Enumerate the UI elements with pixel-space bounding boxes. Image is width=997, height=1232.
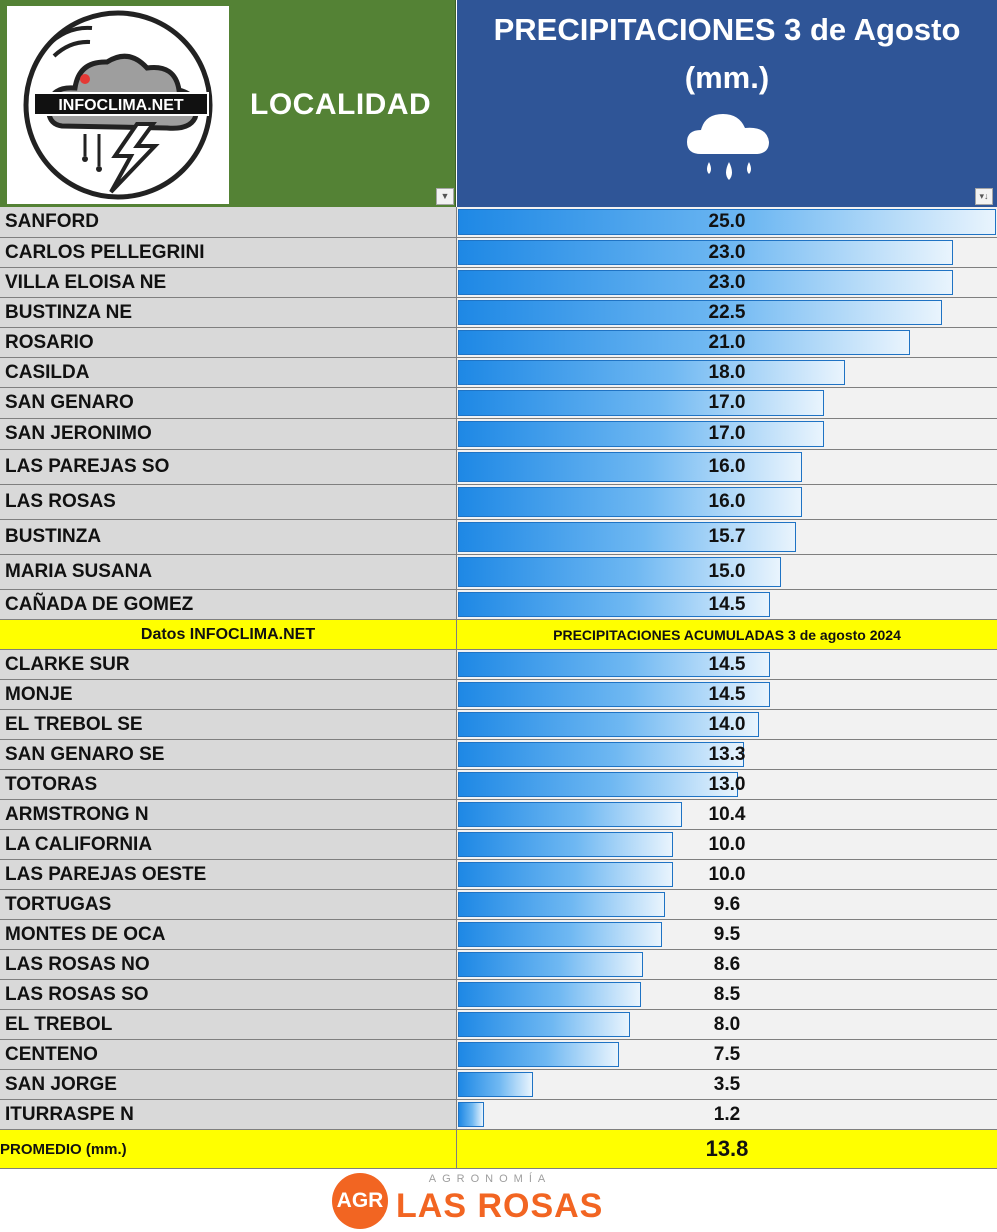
locality-name: ITURRASPE N bbox=[0, 1100, 457, 1130]
table-row bbox=[0, 1100, 997, 1130]
precip-value-cell bbox=[457, 680, 997, 710]
precip-value-cell bbox=[457, 1100, 997, 1130]
locality-name: TOTORAS bbox=[0, 770, 457, 800]
precip-value: 15.0 bbox=[708, 561, 746, 582]
precip-value: 17.0 bbox=[708, 392, 746, 413]
precip-value: 18.0 bbox=[708, 361, 746, 383]
average-value-cell bbox=[457, 1130, 997, 1169]
precip-value-cell bbox=[457, 520, 997, 555]
table-row bbox=[0, 680, 997, 710]
precip-value: 25.0 bbox=[708, 211, 746, 232]
precip-title bbox=[457, 6, 997, 102]
table-row bbox=[0, 419, 997, 450]
table-row bbox=[0, 920, 997, 950]
logo-text: INFOCLIMA.NET bbox=[33, 92, 209, 116]
precip-value-cell bbox=[457, 268, 997, 298]
precip-value: 7.5 bbox=[713, 1043, 741, 1065]
precip-value: 21.0 bbox=[708, 331, 746, 353]
precip-value: 8.5 bbox=[713, 983, 741, 1005]
precip-value: 13.0 bbox=[708, 773, 746, 795]
precip-value-cell bbox=[457, 800, 997, 830]
precip-value-cell bbox=[457, 1010, 997, 1040]
precip-value: 14.5 bbox=[708, 653, 746, 675]
precip-value-cell bbox=[457, 207, 997, 238]
precip-value: 8.0 bbox=[713, 1013, 741, 1035]
locality-name: LA CALIFORNIA bbox=[0, 830, 457, 860]
locality-name: TORTUGAS bbox=[0, 890, 457, 920]
divider-caption-cell bbox=[457, 620, 997, 650]
brand-big-text: LAS ROSAS bbox=[396, 1187, 604, 1225]
precip-value-cell bbox=[457, 650, 997, 680]
locality-name: ROSARIO bbox=[0, 328, 457, 358]
precip-value-cell bbox=[457, 485, 997, 520]
precip-value: 14.0 bbox=[708, 713, 746, 735]
average-row bbox=[0, 1130, 997, 1169]
table-row bbox=[0, 650, 997, 680]
table-header bbox=[0, 0, 997, 207]
locality-name: MARIA SUSANA bbox=[0, 555, 457, 590]
precip-value: 14.5 bbox=[708, 593, 746, 615]
precip-value-cell bbox=[457, 830, 997, 860]
precip-value: 10.0 bbox=[708, 833, 746, 855]
table-row bbox=[0, 770, 997, 800]
precip-value-cell bbox=[457, 890, 997, 920]
precip-value: 17.0 bbox=[708, 423, 746, 444]
divider-caption: PRECIPITACIONES ACUMULADAS 3 de agosto 2024 bbox=[553, 626, 901, 643]
divider-source-label: Datos INFOCLIMA.NET bbox=[0, 620, 457, 650]
precip-value: 23.0 bbox=[708, 241, 746, 263]
locality-name: MONTES DE OCA bbox=[0, 920, 457, 950]
precip-value-cell bbox=[457, 328, 997, 358]
locality-name: LAS ROSAS NO bbox=[0, 950, 457, 980]
precip-value-cell bbox=[457, 238, 997, 268]
precip-value: 23.0 bbox=[708, 271, 746, 293]
table-row bbox=[0, 485, 997, 520]
agr-badge-icon bbox=[332, 1173, 388, 1229]
locality-name: SAN GENARO bbox=[0, 388, 457, 419]
precip-value-cell bbox=[457, 590, 997, 620]
locality-header-cell bbox=[0, 0, 456, 207]
precip-value: 16.0 bbox=[708, 491, 746, 512]
precip-value: 8.6 bbox=[713, 953, 741, 975]
precip-value-cell bbox=[457, 419, 997, 450]
divider-row bbox=[0, 620, 997, 650]
precip-value: 16.0 bbox=[708, 456, 746, 477]
precip-value: 22.5 bbox=[708, 301, 746, 323]
locality-name: SANFORD bbox=[0, 207, 457, 238]
table-row bbox=[0, 555, 997, 590]
table-row bbox=[0, 358, 997, 388]
table-row bbox=[0, 740, 997, 770]
locality-name: SAN JERONIMO bbox=[0, 419, 457, 450]
precip-value: 9.5 bbox=[713, 923, 741, 945]
locality-name: EL TREBOL bbox=[0, 1010, 457, 1040]
precip-value-cell bbox=[457, 450, 997, 485]
precip-value: 13.3 bbox=[708, 743, 746, 765]
average-label: PROMEDIO (mm.) bbox=[0, 1130, 457, 1169]
precip-value-cell bbox=[457, 950, 997, 980]
agr-badge-text: AGR bbox=[336, 1189, 384, 1212]
table-row bbox=[0, 1040, 997, 1070]
brand-small-text: AGRONOMÍA bbox=[428, 1173, 552, 1185]
table-row bbox=[0, 520, 997, 555]
precip-value: 1.2 bbox=[713, 1103, 741, 1125]
locality-name: CENTENO bbox=[0, 1040, 457, 1070]
locality-name: CLARKE SUR bbox=[0, 650, 457, 680]
precip-value-cell bbox=[457, 1070, 997, 1100]
table-row bbox=[0, 298, 997, 328]
table-row bbox=[0, 328, 997, 358]
table-row bbox=[0, 860, 997, 890]
precip-value-cell bbox=[457, 555, 997, 590]
precip-value: 9.6 bbox=[713, 893, 741, 915]
precip-value-cell bbox=[457, 1040, 997, 1070]
sort-filter-icon[interactable]: ▾↓ bbox=[975, 188, 993, 205]
locality-name: LAS ROSAS bbox=[0, 485, 457, 520]
table-row bbox=[0, 450, 997, 485]
precip-value-cell bbox=[457, 358, 997, 388]
locality-title: LOCALIDAD bbox=[250, 88, 432, 121]
locality-name: BUSTINZA NE bbox=[0, 298, 457, 328]
locality-name: BUSTINZA bbox=[0, 520, 457, 555]
infoclima-logo bbox=[7, 6, 229, 204]
locality-name: LAS PAREJAS OESTE bbox=[0, 860, 457, 890]
filter-dropdown-icon[interactable]: ▼ bbox=[436, 188, 454, 205]
precip-value: 10.4 bbox=[708, 803, 746, 825]
table-row bbox=[0, 207, 997, 238]
precip-value: 15.7 bbox=[708, 526, 746, 547]
precip-value-cell bbox=[457, 740, 997, 770]
locality-name: CAÑADA DE GOMEZ bbox=[0, 590, 457, 620]
precip-title-line1: PRECIPITACIONES 3 de Agosto bbox=[493, 12, 961, 47]
locality-name: LAS PAREJAS SO bbox=[0, 450, 457, 485]
locality-name: CASILDA bbox=[0, 358, 457, 388]
average-value: 13.8 bbox=[705, 1136, 749, 1161]
locality-name: ARMSTRONG N bbox=[0, 800, 457, 830]
locality-name: VILLA ELOISA NE bbox=[0, 268, 457, 298]
precip-header-cell bbox=[457, 0, 997, 207]
locality-name: EL TREBOL SE bbox=[0, 710, 457, 740]
precip-value: 3.5 bbox=[713, 1073, 741, 1095]
table-row bbox=[0, 800, 997, 830]
precip-value-cell bbox=[457, 770, 997, 800]
table-row bbox=[0, 1070, 997, 1100]
locality-name: MONJE bbox=[0, 680, 457, 710]
table-row bbox=[0, 388, 997, 419]
locality-name: LAS ROSAS SO bbox=[0, 980, 457, 1010]
precip-value-cell bbox=[457, 920, 997, 950]
precip-value-cell bbox=[457, 710, 997, 740]
precip-value-cell bbox=[457, 388, 997, 419]
precip-value-cell bbox=[457, 860, 997, 890]
table-row bbox=[0, 590, 997, 620]
footer-brand bbox=[0, 1169, 997, 1232]
table-row bbox=[0, 710, 997, 740]
table-row bbox=[0, 830, 997, 860]
table-row bbox=[0, 980, 997, 1010]
precip-value: 14.5 bbox=[708, 683, 746, 705]
locality-name: SAN GENARO SE bbox=[0, 740, 457, 770]
locality-name: SAN JORGE bbox=[0, 1070, 457, 1100]
precip-value: 10.0 bbox=[708, 863, 746, 885]
table-row bbox=[0, 890, 997, 920]
table-row bbox=[0, 238, 997, 268]
locality-name: CARLOS PELLEGRINI bbox=[0, 238, 457, 268]
table-row bbox=[0, 268, 997, 298]
table-row bbox=[0, 950, 997, 980]
rain-cloud-icon bbox=[683, 108, 773, 186]
precip-value-cell bbox=[457, 980, 997, 1010]
precip-title-line2: (mm.) bbox=[684, 60, 770, 95]
table-row bbox=[0, 1010, 997, 1040]
precip-value-cell bbox=[457, 298, 997, 328]
